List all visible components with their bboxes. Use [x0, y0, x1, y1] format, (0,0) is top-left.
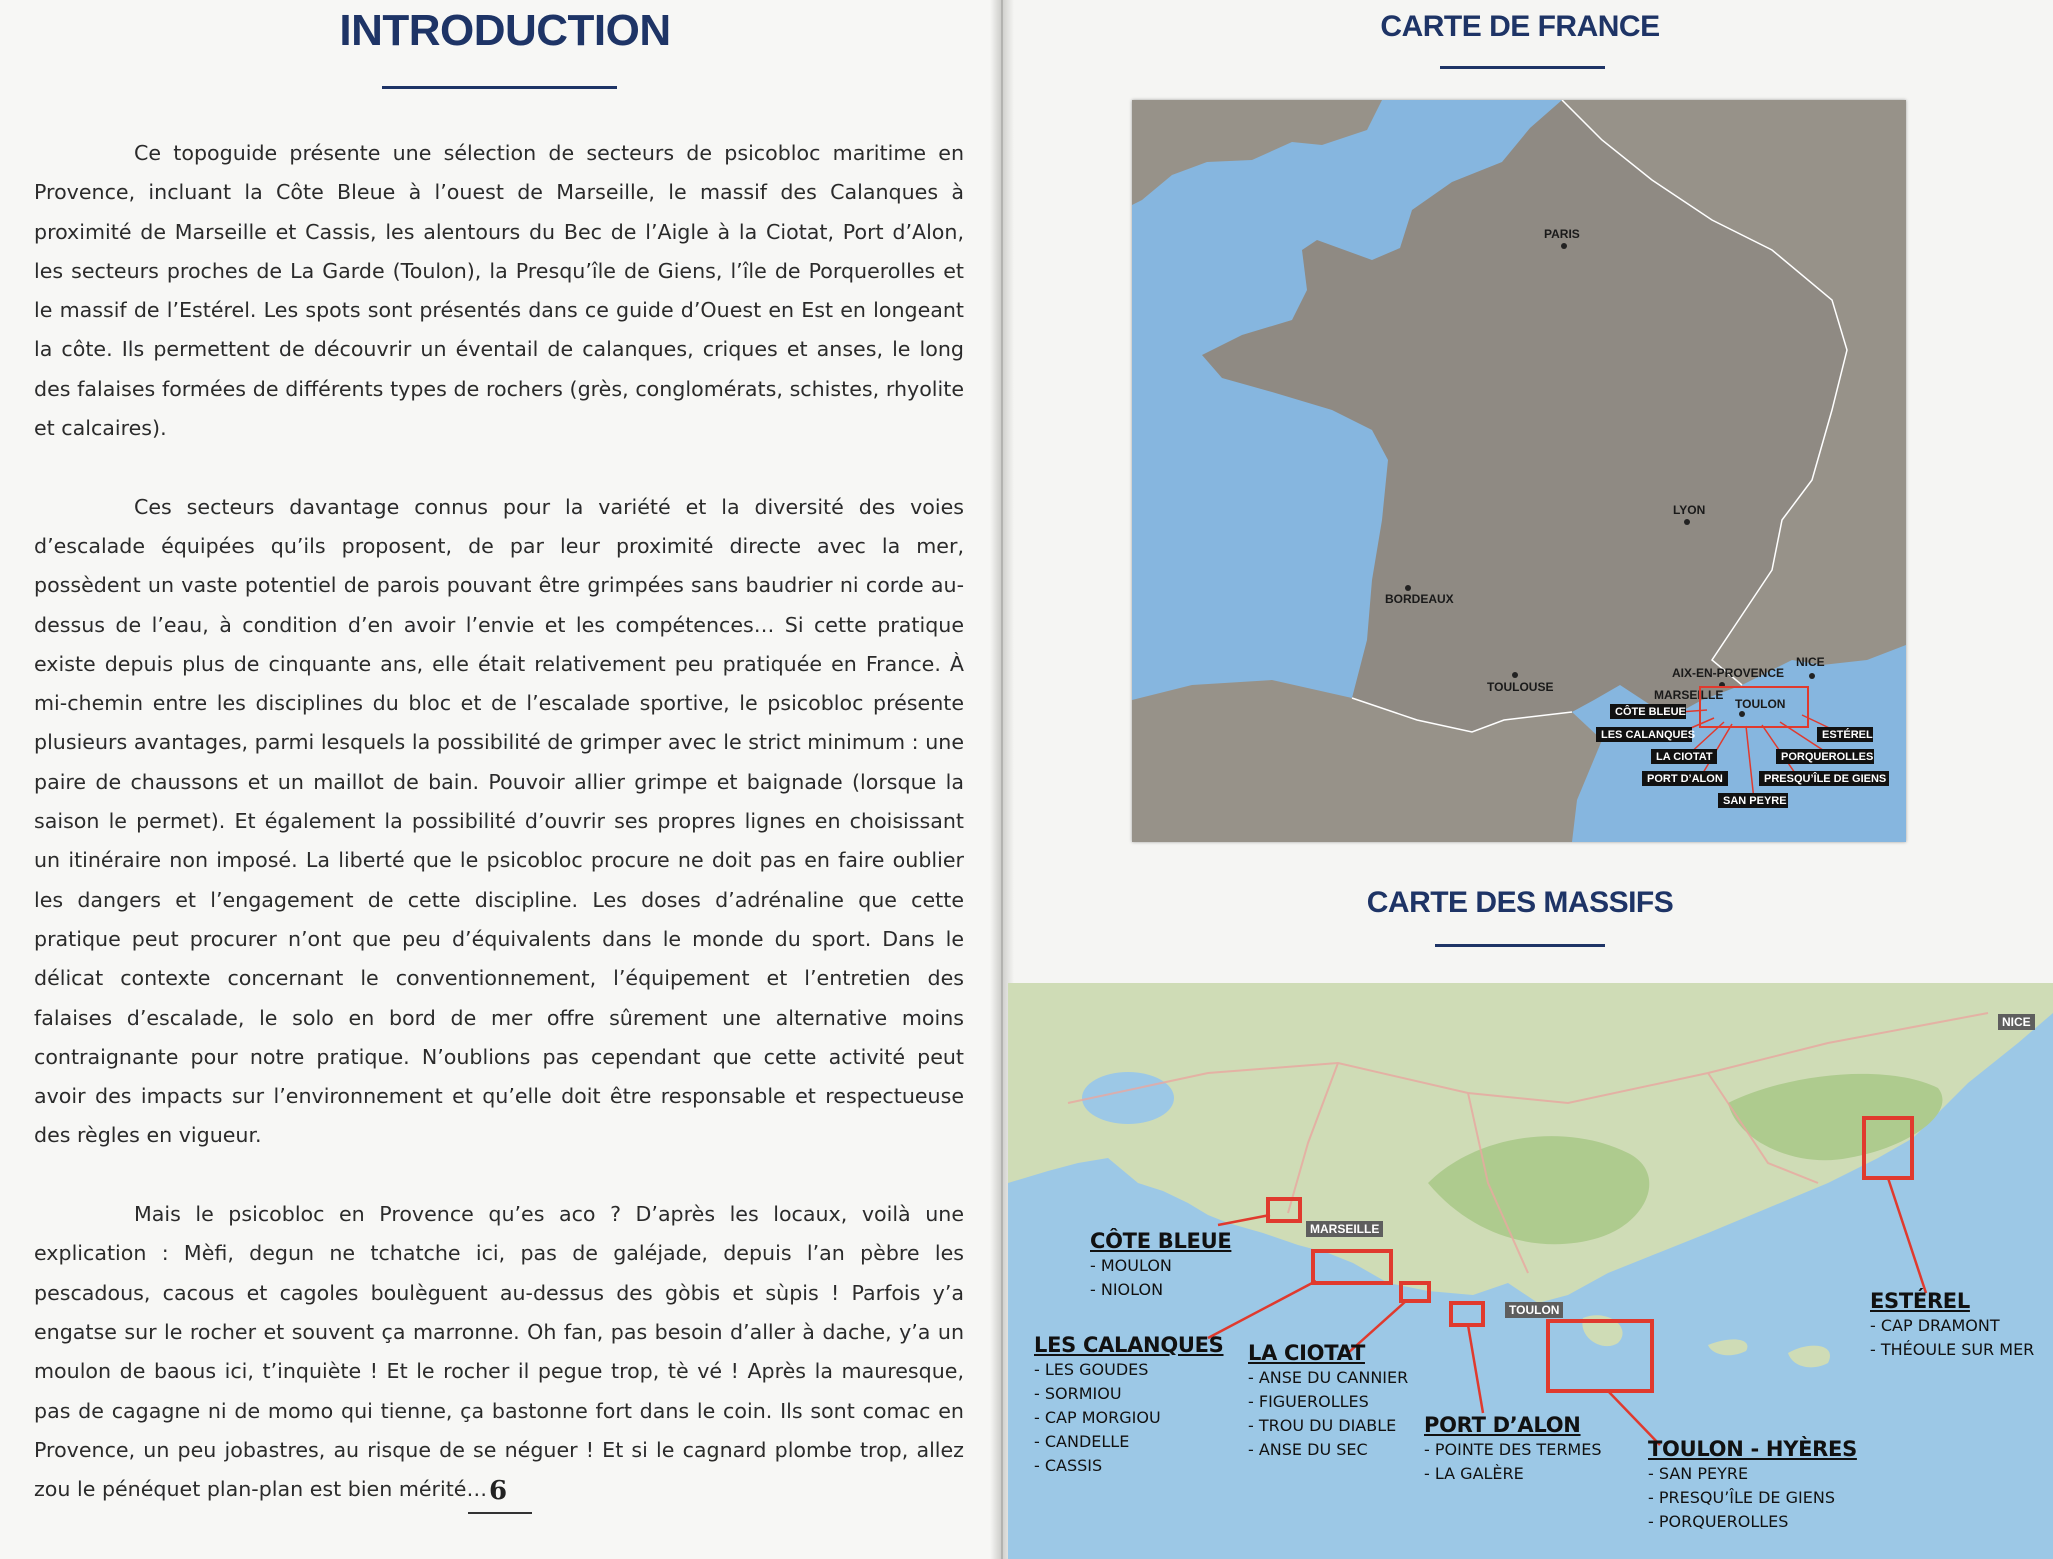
france-map-title: CARTE DE FRANCE: [1380, 10, 1660, 43]
france-map: [1132, 100, 1906, 842]
nice-dot: [1809, 673, 1815, 679]
massifs-map-title: CARTE DES MASSIFS: [1366, 886, 1674, 919]
label-cote-bleue-item: - NIOLON: [1090, 1280, 1164, 1299]
label-port-dalon-item: - POINTE DES TERMES: [1424, 1440, 1602, 1459]
label-esterel: [1870, 1288, 2034, 1362]
tag-san-peyre: SAN PEYRE: [1723, 795, 1787, 807]
label-calanques-item: - CANDELLE: [1034, 1432, 1130, 1451]
label-toulon-hyeres-item: - SAN PEYRE: [1648, 1464, 1749, 1483]
label-calanques-item: - SORMIOU: [1034, 1384, 1122, 1403]
label-esterel-item: - THÉOULE SUR MER: [1870, 1340, 2035, 1359]
tag-esterel: ESTÉREL: [1822, 729, 1873, 741]
town-tag-marseille: MARSEILLE: [1306, 1221, 1383, 1237]
paris-dot: [1561, 243, 1567, 249]
town-tag-toulon: TOULON: [1505, 1302, 1563, 1318]
toulouse-dot: [1512, 672, 1518, 678]
france-title-underline: [1440, 66, 1605, 69]
label-cote-bleue-item: - MOULON: [1090, 1256, 1172, 1275]
label-toulon-hyeres-title: TOULON - HYÈRES: [1648, 1437, 1857, 1461]
town-tag-nice: NICE: [1998, 1014, 2035, 1030]
label-la-ciotat: [1248, 1340, 1408, 1462]
page-number: 6: [488, 1476, 508, 1506]
tag-cote-bleue: CÔTE BLEUE: [1615, 706, 1686, 718]
label-la-ciotat-item: - TROU DU DIABLE: [1248, 1416, 1397, 1435]
city-toulon: TOULON: [1735, 697, 1786, 711]
city-aix: AIX-EN-PROVENCE: [1672, 666, 1785, 680]
page-number-underline: [468, 1512, 532, 1514]
city-paris: PARIS: [1544, 227, 1580, 241]
city-marseille: MARSEILLE: [1654, 688, 1724, 702]
label-port-dalon-item: - LA GALÈRE: [1424, 1464, 1524, 1483]
label-cote-bleue: [1090, 1228, 1231, 1302]
label-toulon-hyeres: [1648, 1436, 1857, 1534]
city-lyon: LYON: [1673, 503, 1706, 517]
paragraph-1: Ce topoguide présente une sélection de secteurs de psicobloc maritime en Provence, incluant la Côte Bleue à l’ouest de Marseille, le massif des Calanques à proximité de Marseille et Cassis, les alentours du Bec de l’Aigle à la Ciotat, Port d’Alon, les secteurs proches de La Garde (Toulon), la Presqu’île de Giens, l’île de Porquerolles et le massif de l’Estérel. Les spots sont présentés dans ce guide d’Ouest en Est en longeant la côte. Ils permettent de découvrir un éventail de calanques, criques et anses, le long des falaises formées de différents types de rochers (grès, conglomérats, schistes, rhyolite et calcaires).: [34, 141, 964, 441]
lyon-dot: [1684, 519, 1690, 525]
label-calanques-item: - CAP MORGIOU: [1034, 1408, 1161, 1427]
label-calanques-item: - CASSIS: [1034, 1456, 1103, 1475]
label-toulon-hyeres-item: - PORQUEROLLES: [1648, 1512, 1789, 1531]
toulon-dot: [1739, 711, 1745, 717]
massifs-title-underline: [1435, 944, 1605, 947]
tag-port-dalon: PORT D’ALON: [1647, 773, 1723, 785]
label-calanques-item: - LES GOUDES: [1034, 1360, 1149, 1379]
label-calanques: [1034, 1332, 1224, 1478]
label-esterel-item: - CAP DRAMONT: [1870, 1316, 2000, 1335]
label-la-ciotat-item: - ANSE DU SEC: [1248, 1440, 1368, 1459]
tag-calanques: LES CALANQUES: [1601, 729, 1696, 741]
city-nice: NICE: [1796, 655, 1825, 669]
introduction-title: INTRODUCTION: [339, 6, 671, 55]
label-la-ciotat-item: - FIGUEROLLES: [1248, 1392, 1369, 1411]
label-la-ciotat-title: LA CIOTAT: [1248, 1341, 1365, 1365]
bordeaux-dot: [1405, 585, 1411, 591]
title-underline: [382, 86, 617, 89]
label-port-dalon-title: PORT D’ALON: [1424, 1413, 1581, 1437]
label-port-dalon: [1424, 1412, 1602, 1486]
paragraph-2: Ces secteurs davantage connus pour la variété et la diversité des voies d’escalade équipées qu’ils proposent, de par leur proximité directe avec la mer, possèdent un vaste potentiel de parois pouvant être grimpées sans baudrier ni corde au-dessus de l’eau, à condition d’en avoir l’envie et les compétences… Si cette pratique existe depuis plus de cinquante ans, elle était relativement peu pratiquée en France. À mi-chemin entre les disciplines du bloc et de l’escalade sportive, le psicobloc présente plusieurs avantages, parmi lesquels la possibilité de grimper avec le strict minimum : une paire de chaussons et un maillot de bain. Pouvoir allier grimpe et baignade (lorsque la saison le permet). Et également la possibilité d’ouvrir ses propres lignes en choisissant un itinéraire non imposé. La liberté que le psicobloc procure ne doit pas en faire oublier les dangers et l’engagement de cette discipline. Les doses d’adrénaline que cette pratique peut procurer n’ont que peu d’équivalents dans le monde du sport. Dans le délicat contexte concernant le conventionnement, l’équipement et l’entretien des falaises d’escalade, le solo en bord de mer offre sûrement une alternative moins contraignante pour notre pratique. N’oublions pas cependant que cette activité peut avoir des impacts sur l’environnement et qu’elle doit être responsable et respectueuse des règles en vigueur.: [34, 494, 964, 1148]
city-toulouse: TOULOUSE: [1487, 680, 1554, 694]
tag-la-ciotat: LA CIOTAT: [1656, 751, 1713, 763]
introduction-body: [34, 134, 964, 1549]
city-bordeaux: BORDEAUX: [1385, 592, 1454, 606]
tag-porquerolles: PORQUEROLLES: [1781, 751, 1874, 763]
tag-giens: PRESQU’ÎLE DE GIENS: [1764, 773, 1887, 785]
label-cote-bleue-title: CÔTE BLEUE: [1090, 1229, 1232, 1253]
label-esterel-title: ESTÉREL: [1870, 1289, 1970, 1313]
label-toulon-hyeres-item: - PRESQU’ÎLE DE GIENS: [1648, 1488, 1835, 1507]
label-calanques-title: LES CALANQUES: [1034, 1333, 1224, 1357]
label-la-ciotat-item: - ANSE DU CANNIER: [1248, 1368, 1409, 1387]
paragraph-3: Mais le psicobloc en Provence qu’es aco ? D’après les locaux, voilà une explication : Mèfi, degun ne tchatche ici, pas de galéjade, depuis l’an pèbre les pescadous, cacous et cagoles boulèguent au-dessus des gòbis et sùpis ! Parfois y’a engatse sur le rocher et souvent ça marronne. Oh fan, pas besoin d’aller à dache, y’a un moulon de baous ici, t’inquiète ! Et le rocher il pegue trop, tè vé ! Après la mauresque, pas de cagagne ni de momo qui tienne, ça bastonne fort dans le coin. Ils sont comac en Provence, un peu jobastres, au risque de se néguer ! Et si le cagnard plombe trop, allez zou le pénéquet plan-plan est bien mérité…: [34, 1202, 964, 1502]
